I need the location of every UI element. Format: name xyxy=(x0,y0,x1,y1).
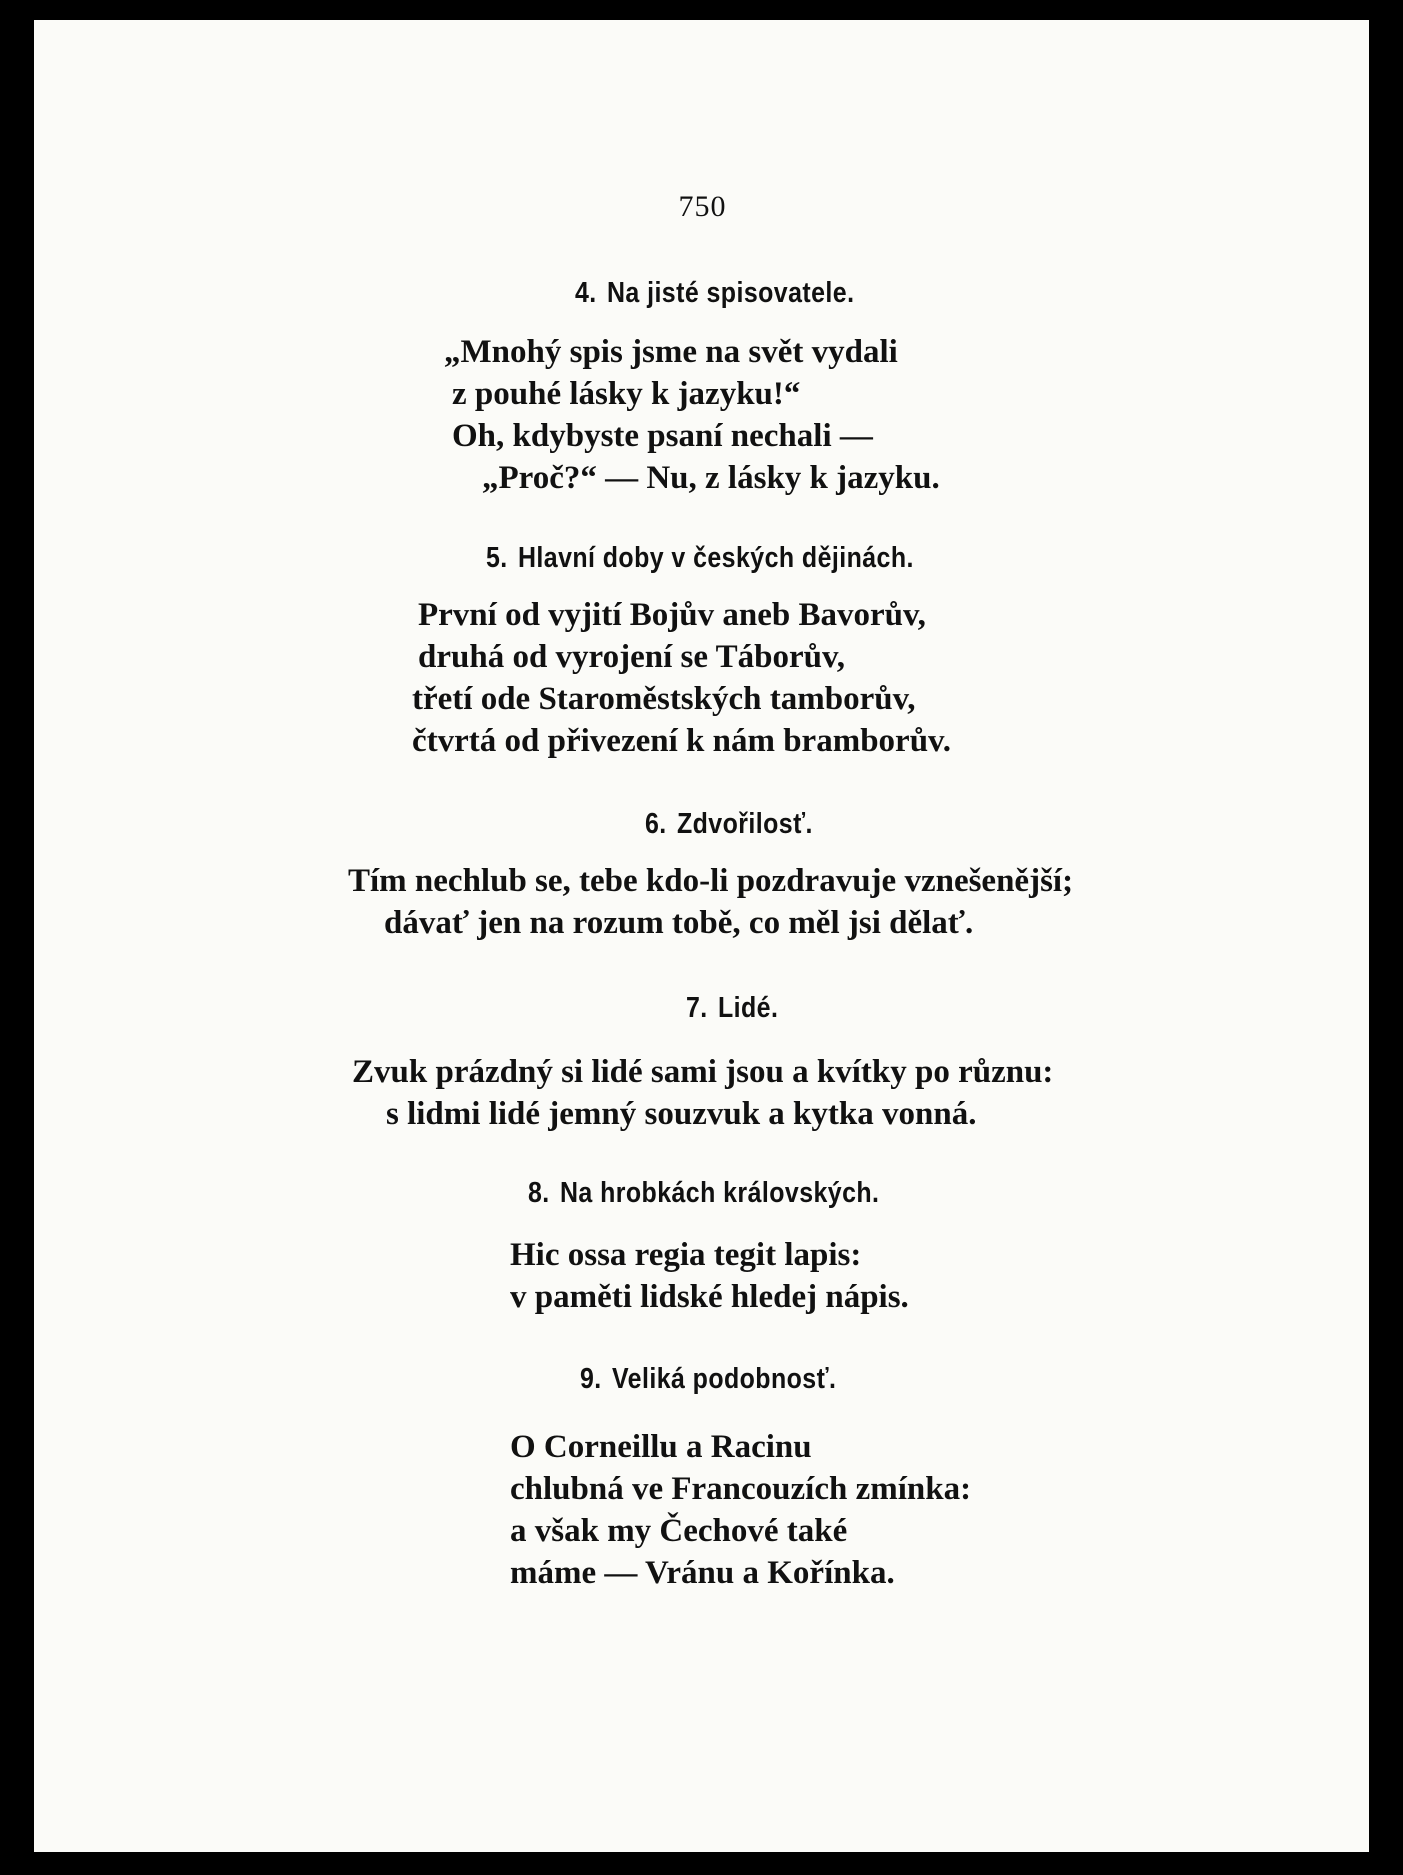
poem-4-stanza xyxy=(412,331,940,499)
poem-5-heading xyxy=(486,542,914,575)
poem-8-line-1: Hic ossa regia tegit lapis: xyxy=(510,1237,862,1273)
poem-6-title: Zdvořilosť. xyxy=(676,808,813,840)
poem-8-heading xyxy=(528,1177,879,1210)
poem-9-line-4: máme — Vránu a Kořínka. xyxy=(510,1555,895,1591)
poem-7-number: 7. xyxy=(686,992,708,1024)
poem-4-line-4: „Proč?“ — Nu, z lásky k jazyku. xyxy=(482,460,940,496)
poem-9-heading xyxy=(580,1363,836,1396)
poem-8-stanza xyxy=(510,1234,909,1318)
poem-4-number: 4. xyxy=(575,277,597,309)
poem-8-number: 8. xyxy=(528,1177,550,1209)
poem-4-line-3: Oh, kdybyste psaní nechali — xyxy=(452,418,873,454)
poem-5-line-1: První od vyjití Bojův aneb Bavorův, xyxy=(418,597,926,633)
poem-5-line-3: třetí ode Staroměstských tamborův, xyxy=(412,681,916,717)
poem-7-line-1: Zvuk prázdný si lidé sami jsou a kvítky po různu: xyxy=(352,1054,1054,1090)
poem-4-heading xyxy=(575,277,854,310)
poem-9-line-2: chlubná ve Francouzích zmínka: xyxy=(510,1471,972,1507)
poem-6-line-2: dávať jen na rozum tobě, co měl jsi dělať. xyxy=(384,905,974,941)
poem-7-title: Lidé. xyxy=(717,992,779,1024)
poem-4-line-1: „Mnohý spis jsme na svět vydali xyxy=(444,334,898,370)
poem-9-line-1: O Corneillu a Racinu xyxy=(510,1429,812,1465)
book-page xyxy=(34,20,1369,1852)
poem-7-stanza xyxy=(352,1051,1053,1135)
poem-8-line-2: v paměti lidské hledej nápis. xyxy=(510,1279,909,1315)
poem-9-number: 9. xyxy=(580,1363,602,1395)
poem-5-number: 5. xyxy=(486,542,508,574)
poem-5-title: Hlavní doby v českých dějinách. xyxy=(517,542,914,574)
poem-6-stanza xyxy=(348,860,1073,944)
poem-4-title: Na jisté spisovatele. xyxy=(606,277,855,309)
page-number: 750 xyxy=(678,190,727,223)
poem-7-heading xyxy=(686,992,778,1025)
poem-6-heading xyxy=(645,808,813,841)
poem-9-line-3: a však my Čechové také xyxy=(510,1513,848,1549)
poem-5-line-4: čtvrtá od přivezení k nám bramborův. xyxy=(412,723,951,759)
poem-5-stanza xyxy=(412,594,951,762)
poem-9-stanza xyxy=(510,1426,971,1594)
poem-6-number: 6. xyxy=(645,808,667,840)
poem-7-line-2: s lidmi lidé jemný souzvuk a kytka vonná. xyxy=(386,1096,977,1132)
poem-5-line-2: druhá od vyrojení se Táborův, xyxy=(418,639,845,675)
poem-9-title: Veliká podobnosť. xyxy=(611,1363,837,1395)
poem-6-line-1: Tím nechlub se, tebe kdo-li pozdravuje vznešenější; xyxy=(348,863,1074,899)
poem-8-title: Na hrobkách královských. xyxy=(559,1177,880,1209)
poem-4-line-2: z pouhé lásky k jazyku!“ xyxy=(452,376,801,412)
